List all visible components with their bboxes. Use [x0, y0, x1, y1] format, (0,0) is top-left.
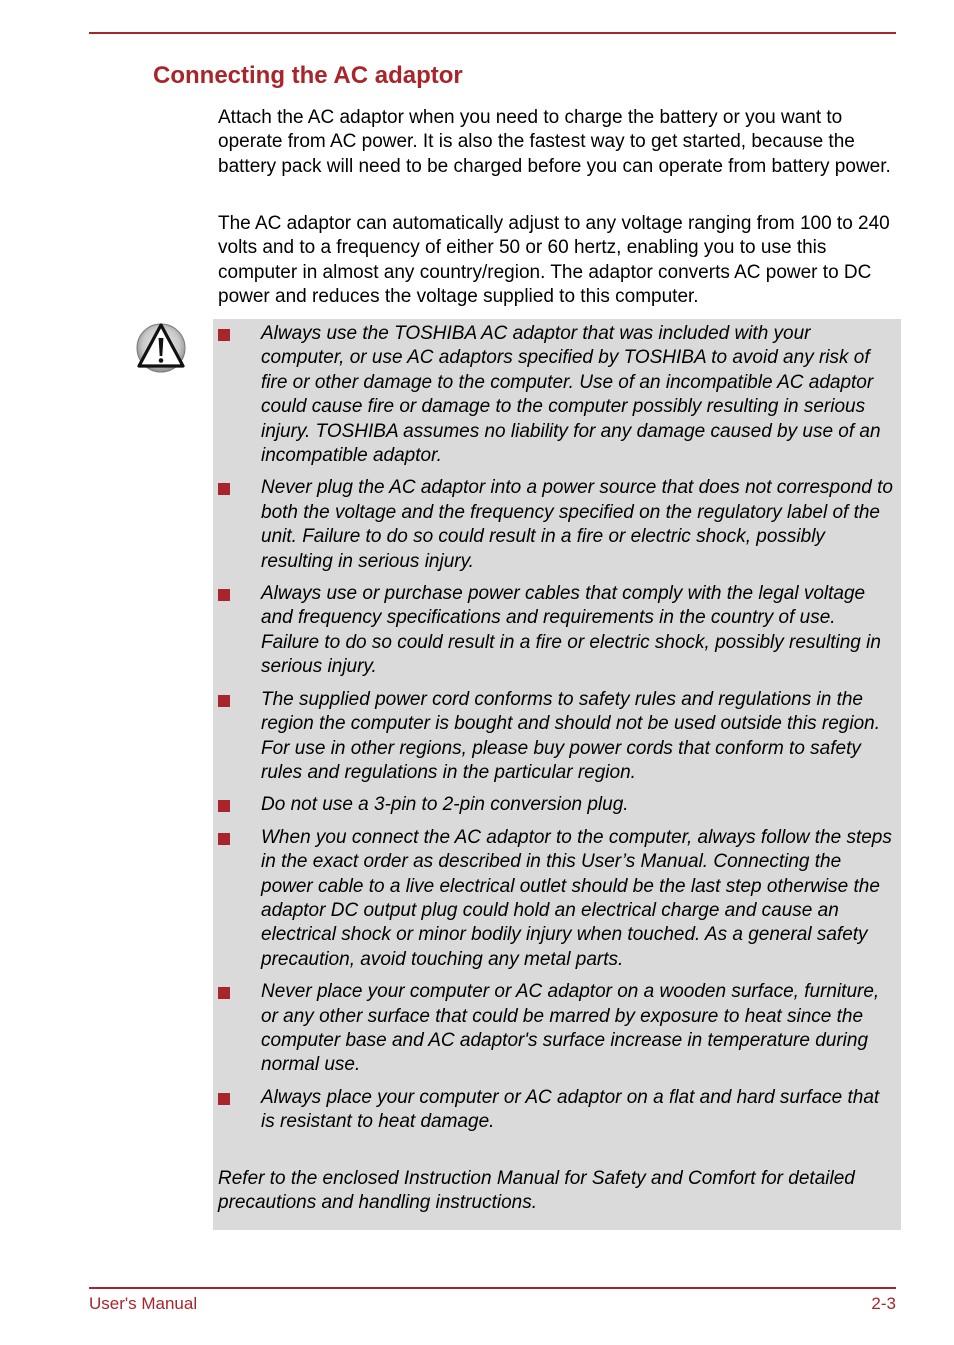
bullet-square-icon	[218, 589, 230, 601]
warning-item	[213, 826, 901, 972]
header-rule	[89, 32, 896, 34]
bullet-square-icon	[218, 833, 230, 845]
warning-item-text: Do not use a 3-pin to 2-pin conversion plug.	[261, 794, 629, 816]
warning-item-text: Never plug the AC adaptor into a power source that does not correspond to both the voltage and the frequency specified on the regulatory label of the unit. Failure to do so could result in a fire or electric shock, possibly resulting in serious injury.	[261, 477, 893, 572]
warning-item-text: Always use the TOSHIBA AC adaptor that was included with your computer, or use AC adaptors specified by TOSHIBA to avoid any risk of fire or other damage to the computer. Use of an incompatible AC adaptor could cause fire or damage to the computer possibly resulting in serious injury. TOSHIBA assumes no liability for any damage caused by use of an incompatible adaptor.	[261, 323, 881, 467]
footer-rule	[89, 1287, 896, 1289]
warning-item	[213, 980, 901, 1078]
intro-paragraph: Attach the AC adaptor when you need to charge the battery or you want to operate from AC power. It is also the fastest way to get started, because the battery pack will need to be charged before you can operate from battery power.	[218, 107, 891, 177]
warning-item	[213, 793, 901, 817]
bullet-square-icon	[218, 800, 230, 812]
voltage-paragraph: The AC adaptor can automatically adjust to any voltage ranging from 100 to 240 volts and to a frequency of either 50 or 60 hertz, enabling you to use this computer in almost any country/region. The adaptor converts AC power to DC power and reduces the voltage supplied to this computer.	[218, 213, 890, 308]
warning-item	[213, 1086, 901, 1135]
warning-item-text: Always place your computer or AC adaptor on a flat and hard surface that is resistant to heat damage.	[261, 1086, 880, 1133]
bullet-square-icon	[218, 1093, 230, 1105]
warning-note: Refer to the enclosed Instruction Manual for Safety and Comfort for detailed precautions and handling instructions.	[218, 1168, 855, 1214]
page-number: 2-3	[871, 1294, 896, 1313]
bullet-square-icon	[218, 987, 230, 999]
footer-manual-title: User's Manual	[89, 1294, 198, 1313]
warning-list	[213, 322, 901, 1143]
warning-item-text: Always use or purchase power cables that comply with the legal voltage and frequency specifications and requirements in the country of use. Failure to do so could result in a fire or electric shock, possibly resulting in serious injury.	[261, 583, 881, 678]
warning-item	[213, 688, 901, 786]
warning-item-text: The supplied power cord conforms to safety rules and regulations in the region the computer is bought and should not be used outside this region. For use in other regions, please buy power cords that conform to safety rules and regulations in the particular region.	[261, 688, 880, 783]
bullet-square-icon	[218, 695, 230, 707]
warning-item-text: When you connect the AC adaptor to the computer, always follow the steps in the exact order as described in this User’s Manual. Connecting the power cable to a live electrical outlet should be the last step otherwise the adaptor DC output plug could hold an electrical charge and cause an electrical shock or minor bodily injury when touched. As a general safety precaution, avoid touching any metal parts.	[261, 826, 892, 970]
warning-item	[213, 476, 901, 574]
warning-item	[213, 322, 901, 468]
warning-box	[213, 319, 901, 1230]
bullet-square-icon	[218, 329, 230, 341]
warning-item-text: Never place your computer or AC adaptor on a wooden surface, furniture, or any other surface that could be marred by exposure to heat since the computer base and AC adaptor's surface increase in temperature during normal use.	[261, 981, 880, 1076]
section-heading: Connecting the AC adaptor	[153, 62, 463, 89]
bullet-square-icon	[218, 483, 230, 495]
warning-item	[213, 582, 901, 680]
warning-triangle-icon	[135, 320, 187, 374]
